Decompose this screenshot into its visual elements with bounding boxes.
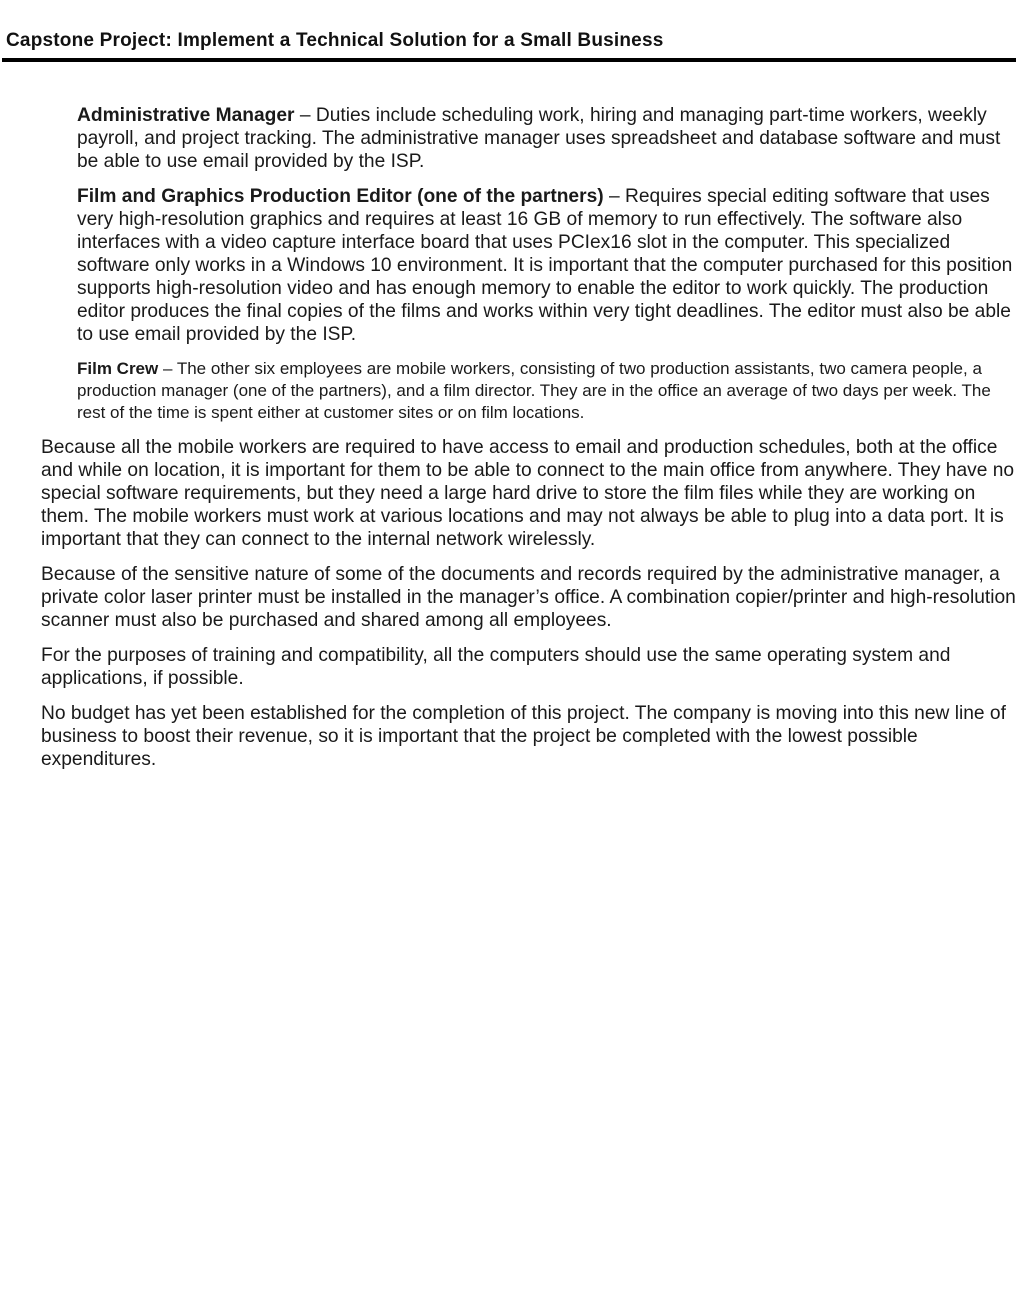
paragraph-budget: No budget has yet been established for the completion of this project. The company is moving into this new line of business to boost their revenue, so it is important that the project be completed with the lowest possible expenditures. [41, 703, 1006, 770]
paragraph-mobile-workers: Because all the mobile workers are required to have access to email and production schedules, both at the office and while on location, it is important for them to be able to connect to the main office from anywhere. They have no special software requirements, but they need a large hard drive to store the film files while they are working on them. The mobile workers must work at various locations and may not always be able to plug into a data port. It is important that they can connect to the internal network wirelessly. [41, 437, 1015, 550]
role-label: Film and Graphics Production Editor (one of the partners) [77, 186, 604, 207]
document-body [0, 104, 1026, 783]
role-description: – Duties include scheduling work, hiring and managing part-time workers, weekly payroll, and project tracking. The administrative manager uses spreadsheet and database software and must be able to use email provided by the ISP. [77, 105, 1001, 172]
role-label: Film Crew [77, 359, 159, 378]
role-production-editor [77, 185, 1017, 346]
role-film-crew [77, 358, 1017, 424]
header-rule [2, 58, 1016, 62]
role-description: – The other six employees are mobile workers, consisting of two production assistants, two camera people, a production manager (one of the partners), and a film director. They are in the office an average of two days per week. The rest of the time is spent either at customer sites or on film locations. [77, 359, 991, 422]
paragraph-printer: Because of the sensitive nature of some of the documents and records required by the administrative manager, a private color laser printer must be installed in the manager’s office. A combination copier/printer and high-resolution scanner must also be purchased and shared among all employees. [41, 564, 1016, 631]
role-description: – Requires special editing software that uses very high-resolution graphics and requires at least 16 GB of memory to run effectively. The software also interfaces with a video capture interface board that uses PCIex16 slot in the computer. This specialized software only works in a Windows 10 environment. It is important that the computer purchased for this position supports high-resolution video and has enough memory to enable the editor to work quickly. The production editor produces the final copies of the films and works within very tight deadlines. The editor must also be able to use email provided by the ISP. [77, 186, 1013, 345]
paragraph-compatibility: For the purposes of training and compatibility, all the computers should use the same operating system and applications, if possible. [41, 645, 951, 689]
role-label: Administrative Manager [77, 105, 295, 126]
page-header-title: Capstone Project: Implement a Technical Solution for a Small Business [6, 30, 664, 51]
role-administrative-manager [77, 104, 1017, 173]
